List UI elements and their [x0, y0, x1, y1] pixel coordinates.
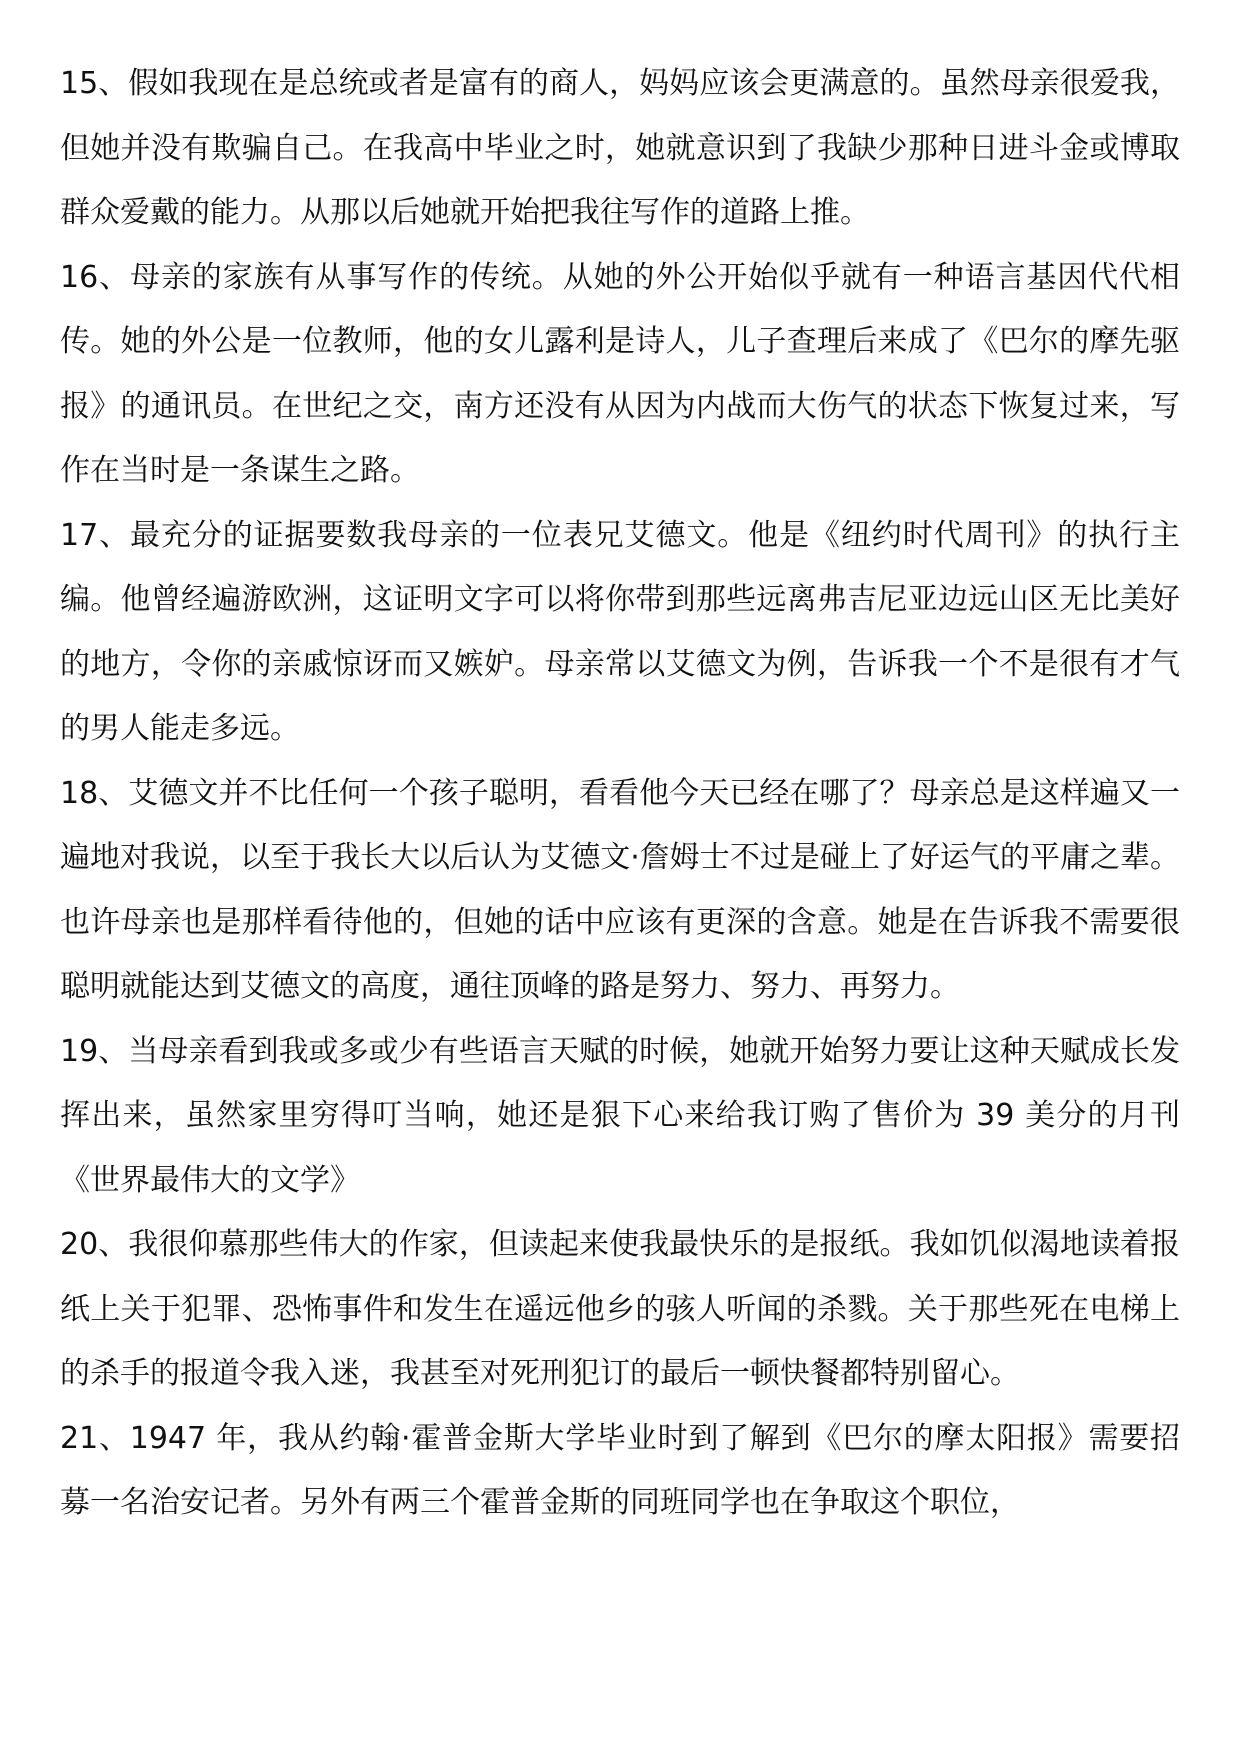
- paragraph-20: 20、我很仰慕那些伟大的作家，但读起来使我最快乐的是报纸。我如饥似渴地读着报纸上关于犯罪、恐怖事件和发生在遥远他乡的骇人听闻的杀戮。关于那些死在电梯上的杀手的报道令我入迷，我甚至对死刑犯订的最后一顿快餐都特别留心。: [60, 1227, 1180, 1391]
- paragraph-21: 21、1947 年，我从约翰·霍普金斯大学毕业时到了解到《巴尔的摩太阳报》需要招募一名治安记者。另外有两三个霍普金斯的同班同学也在争取这个职位，: [60, 1420, 1180, 1520]
- paragraph-17: 17、最充分的证据要数我母亲的一位表兄艾德文。他是《纽约时代周刊》的执行主编。他曾经遍游欧洲，这证明文字可以将你带到那些远离弗吉尼亚边远山区无比美好的地方，令你的亲戚惊讶而又嫉妒。母亲常以艾德文为例，告诉我一个不是很有才气的男人能走多远。: [60, 517, 1180, 746]
- paragraph-19: 19、当母亲看到我或多或少有些语言天赋的时候，她就开始努力要让这种天赋成长发挥出来，虽然家里穷得叮当响，她还是狠下心来给我订购了售价为 39 美分的月刊《世界最伟大的文学》: [60, 1033, 1180, 1198]
- paragraph-18: 18、艾德文并不比任何一个孩子聪明，看看他今天已经在哪了？母亲总是这样遍又一遍地对我说，以至于我长大以后认为艾德文·詹姆士不过是碰上了好运气的平庸之辈。也许母亲也是那样看待他的，但她的话中应该有更深的含意。她是在告诉我不需要很聪明就能达到艾德文的高度，通往顶峰的路是努力、努力、再努力。: [60, 775, 1180, 1004]
- paragraph-15: 15、假如我现在是总统或者是富有的商人，妈妈应该会更满意的。虽然母亲很爱我，但她并没有欺骗自己。在我高中毕业之时，她就意识到了我缺少那种日进斗金或博取群众爱戴的能力。从那以后她就开始把我往写作的道路上推。: [60, 66, 1180, 230]
- document-page: [60, 52, 1180, 1536]
- paragraph-16: 16、母亲的家族有从事写作的传统。从她的外公开始似乎就有一种语言基因代代相传。她的外公是一位教师，他的女儿露利是诗人，儿子查理后来成了《巴尔的摩先驱报》的通讯员。在世纪之交，南方还没有从因为内战而大伤气的状态下恢复过来，写作在当时是一条谋生之路。: [60, 259, 1180, 488]
